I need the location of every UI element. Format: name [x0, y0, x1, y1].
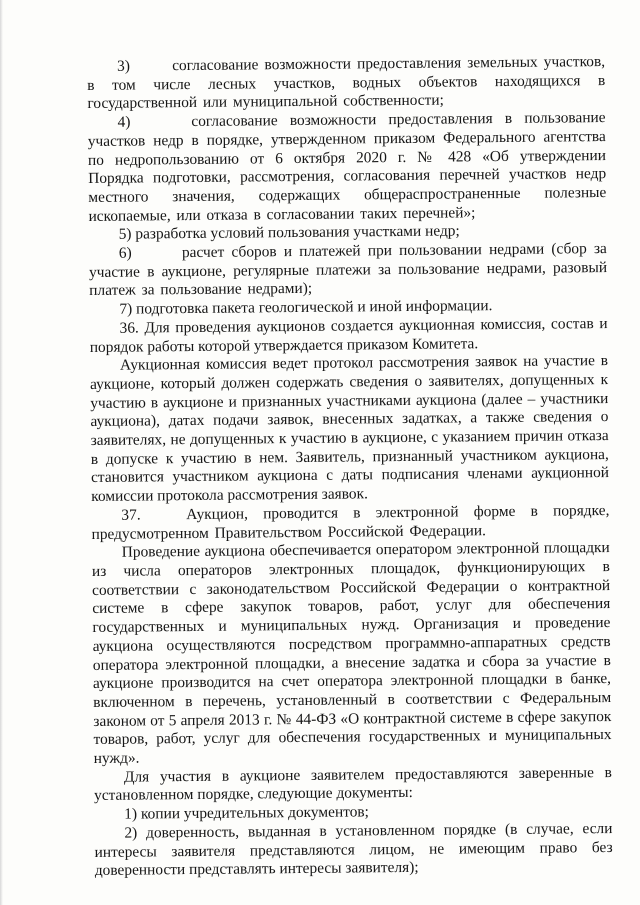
paragraph-auction-operator: Проведение аукциона обеспечивается оператором электронной площадки из числа операторов электронных площадок, функционирующих в соответствии с законодательством Российской Федерации о контрактной системе в сфере закупок товаров, работ, услуг для обеспечения государственных и муниципальных нужд. Организация и проведение аукциона осуществляются посредством программно-аппаратных средств оператора электронной площадки, а внесение задатка и сбора за участие в аукционе производится на счет оператора электронной площадки в банке, включенном в перечень, установленный в соответствии с Федеральным законом от 5 апреля 2013 г. № 44-ФЗ «О контрактной системе в сфере закупок товаров, работ, услуг для обеспечения государственных и муниципальных нужд». [91, 539, 612, 767]
paragraph-auction-commission: Аукционная комиссия ведет протокол рассмотрения заявок на участие в аукционе, который должен содержать сведения о заявителях, допущенных к участию в аукционе и признанных участниками аукциона (далее – участники аукциона), датах подачи заявок, внесенных задатках, а также сведения о заявителях, не допущенных к участию в аукционе, с указанием причин отказа в допуске к участию в нем. Заявитель, признанный участником аукциона, становится участником аукциона с даты подписания членами аукционной комиссии протокола рассмотрения заявок. [90, 352, 610, 506]
document-body [87, 53, 613, 881]
paragraph-doc-item-2: 2) доверенность, выданная в установленном порядке (в случае, если интересы заявителя представляются лицом, не имеющим право без доверенности представлять интересы заявителя); [94, 819, 613, 880]
paragraph-doc-item-1: 1) копии учредительных документов; [124, 803, 370, 823]
paragraph-item-5: 5) разработка условий пользования участками недр; [118, 222, 460, 244]
scan-edge-shadow [0, 0, 3, 905]
paragraph-participation-documents: Для участия в аукционе заявителем предоставляются заверенные в установленном порядке, следующие документы: [94, 763, 612, 805]
paragraph-item-7: 7) подготовка пакета геологической и иной информации. [119, 297, 493, 318]
paragraph-item-6: 6) расчет сборов и платежей при пользовании недрами (сбор за участие в аукционе, регулярные платежи за пользование недрами, разовый платеж за пользование недрами); [88, 240, 608, 300]
paragraph-item-4: 4) согласование возможности предоставления в пользование участков недр в порядке, утвержденном приказом Федерального агентства по недропользованию от 6 октября 2020 г. № 428 «Об утверждении Порядка подготовки, рассмотрения, согласования перечней участков недр местного значения, содержащих общераспространенные полезные ископаемые, или отказа в согласовании таких перечней»; [87, 109, 607, 225]
paragraph-item-3: 3) согласование возможности предоставления земельных участков, в том числе лесных участков, водных объектов находящихся в государственной или муниципальной собственности; [87, 53, 606, 113]
paragraph-clause-36: 36. Для проведения аукционов создается аукционная комиссия, состав и порядок работы которой утверждается приказом Комитета. [89, 314, 608, 356]
paragraph-clause-37: 37. Аукцион, проводится в электронной форме в порядке, предусмотренном Правительством Российской Федерации. [91, 501, 610, 543]
